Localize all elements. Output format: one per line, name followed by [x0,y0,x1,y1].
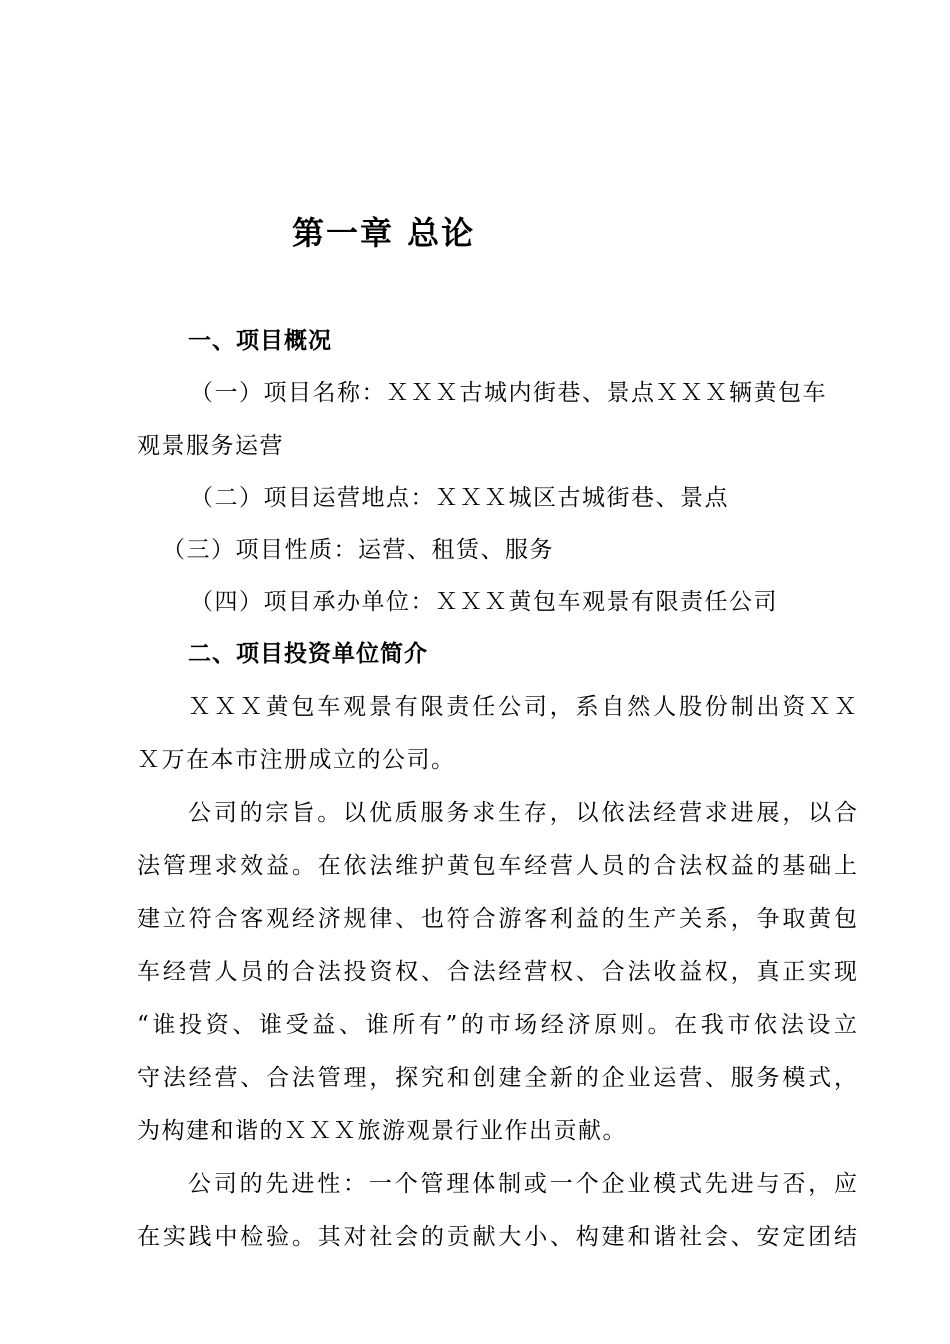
project-undertaker: （四）项目承办单位：ＸＸＸ黄包车观景有限责任公司 [190,589,778,615]
project-location: （二）项目运营地点：ＸＸＸ城区古城街巷、景点 [190,485,729,511]
paragraph-line: ＸＸＸ黄包车观景有限责任公司，系自然人股份制出资ＸＸ [188,694,857,720]
section-heading-investor-intro: 二、项目投资单位简介 [188,641,428,667]
section-heading-project-overview: 一、项目概况 [188,328,332,354]
paragraph-line: 公司的宗旨。以优质服务求生存，以依法经营求进展，以合 [188,800,857,826]
project-name-line-2: 观景服务运营 [137,433,284,459]
project-nature: （三）项目性质：运营、租赁、服务 [162,537,554,563]
paragraph-line: 公司的先进性：一个管理体制或一个企业模式先进与否，应 [188,1171,857,1197]
paragraph-line: “谁投资、谁受益、谁所有”的市场经济原则。在我市依法设立 [137,1012,857,1038]
paragraph-line: 在实践中检验。其对社会的贡献大小、构建和谐社会、安定团结 [137,1224,857,1250]
paragraph-line: 为构建和谐的ＸＸＸ旅游观景行业作出贡献。 [137,1118,627,1144]
paragraph-line: 守法经营、合法管理，探究和创建全新的企业运营、服务模式， [137,1065,857,1091]
paragraph-line: 车经营人员的合法投资权、合法经营权、合法收益权，真正实现 [137,959,857,985]
project-name-line-1: （一）项目名称：ＸＸＸ古城内街巷、景点ＸＸＸ辆黄包车 [190,380,827,406]
paragraph-line: 法管理求效益。在依法维护黄包车经营人员的合法权益的基础上 [137,853,857,879]
paragraph-line: 建立符合客观经济规律、也符合游客利益的生产关系，争取黄包 [137,906,857,932]
paragraph-line: Ｘ万在本市注册成立的公司。 [137,747,456,773]
chapter-title: 第一章 总论 [292,214,476,252]
